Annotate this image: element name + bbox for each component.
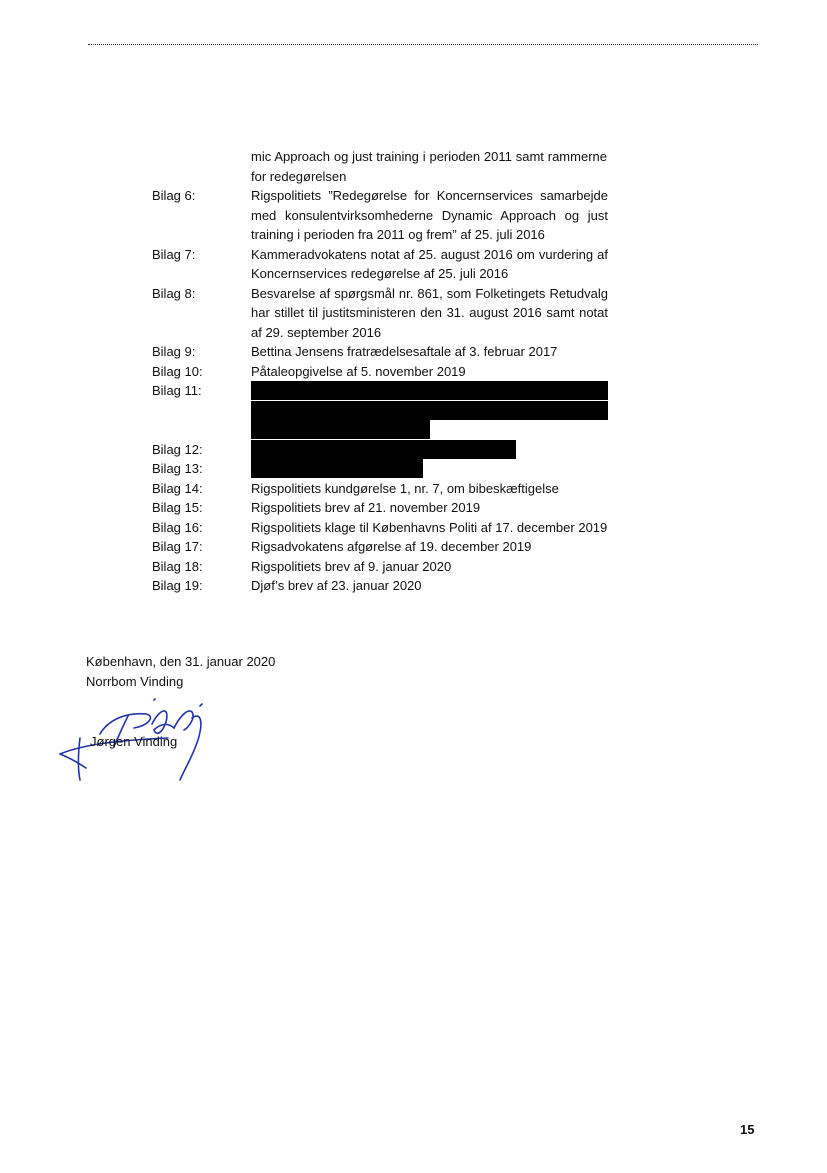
bilag-text: Rigspolitiets kundgørelse 1, nr. 7, om bibeskæftigelse xyxy=(251,480,559,496)
bilag-label: Bilag 19: xyxy=(152,578,203,593)
bilag-label: Bilag 17: xyxy=(152,539,203,554)
bilag-row xyxy=(152,479,608,499)
page-number: 15 xyxy=(740,1122,755,1137)
bilag-row xyxy=(152,518,608,538)
place-date: København, den 31. januar 2020 xyxy=(86,654,276,669)
bilag-label: Bilag 13: xyxy=(152,461,203,476)
bilag-row xyxy=(152,362,608,382)
bilag-label: Bilag 16: xyxy=(152,519,203,535)
bilag-text: Djøf’s brev af 23. januar 2020 xyxy=(251,578,422,593)
bilag-row xyxy=(152,284,608,343)
signatory-name: Jørgen Vinding xyxy=(90,734,178,749)
bilag-text: Besvarelse af spørgsmål nr. 861, som Folketingets Retudvalg har stillet til justitsministeren den 31. august 2016 samt notat af 29. september 2016 xyxy=(251,285,608,340)
bilag-label: Bilag 6: xyxy=(152,188,196,203)
bilag-label: Bilag 12: xyxy=(152,441,203,457)
bilag-row xyxy=(152,381,608,440)
bilag-row xyxy=(152,342,608,362)
bilag-5-continuation: mic Approach og just training i perioden 2011 samt rammerne for redegørelsen xyxy=(251,149,607,184)
bilag-row xyxy=(152,557,608,577)
redaction-bar xyxy=(251,381,608,400)
bilag-text: Kammeradvokatens notat af 25. august 2016 om vurdering af Koncernservices redegørelse af 25. juli 2016 xyxy=(251,246,608,281)
bilag-row xyxy=(152,245,608,284)
bilag-label: Bilag 10: xyxy=(152,363,203,379)
bilag-row xyxy=(152,459,608,479)
bilag-row xyxy=(152,576,608,596)
bilag-row xyxy=(152,537,608,557)
redaction-block xyxy=(251,381,608,440)
firm-name: Norrbom Vinding xyxy=(86,673,184,689)
bilag-text: Rigsadvokatens afgørelse af 19. december 2019 xyxy=(251,539,532,554)
redaction-bar xyxy=(251,420,430,439)
bilag-label: Bilag 14: xyxy=(152,480,203,496)
bilag-label: Bilag 11: xyxy=(152,383,202,398)
bilag-list xyxy=(152,186,608,596)
redaction-bar xyxy=(251,440,516,459)
closing-block xyxy=(86,652,275,691)
bilag-text: Rigspolitiets brev af 21. november 2019 xyxy=(251,500,481,515)
bilag-label: Bilag 9: xyxy=(152,344,196,359)
header-dotted-rule xyxy=(88,44,758,45)
bilag-label: Bilag 8: xyxy=(152,285,196,301)
bilag-row xyxy=(152,186,608,245)
bilag-text: Bettina Jensens fratrædelsesaftale af 3. februar 2017 xyxy=(251,344,558,359)
bilag-row xyxy=(152,498,608,518)
bilag-label: Bilag 7: xyxy=(152,246,196,262)
bilag-label: Bilag 15: xyxy=(152,500,203,515)
bilag-text: Rigspolitiets klage til Københavns Politi af 17. december 2019 xyxy=(251,519,608,535)
redaction-block xyxy=(251,459,608,479)
bilag-text: Rigspolitiets ”Redegørelse for Koncernservices samarbejde med konsulentvirksomhederne Dynamic Approach og just training i perioden fra 2011 og frem” af 25. juli 2016 xyxy=(251,188,608,242)
bilag-text: Rigspolitiets brev af 9. januar 2020 xyxy=(251,558,452,574)
bilag-text: Påtaleopgivelse af 5. november 2019 xyxy=(251,363,466,379)
bilag-row xyxy=(152,440,608,460)
redaction-bar xyxy=(251,401,608,420)
bilag-label: Bilag 18: xyxy=(152,558,203,574)
redaction-block xyxy=(251,440,608,460)
redaction-bar xyxy=(251,459,423,478)
